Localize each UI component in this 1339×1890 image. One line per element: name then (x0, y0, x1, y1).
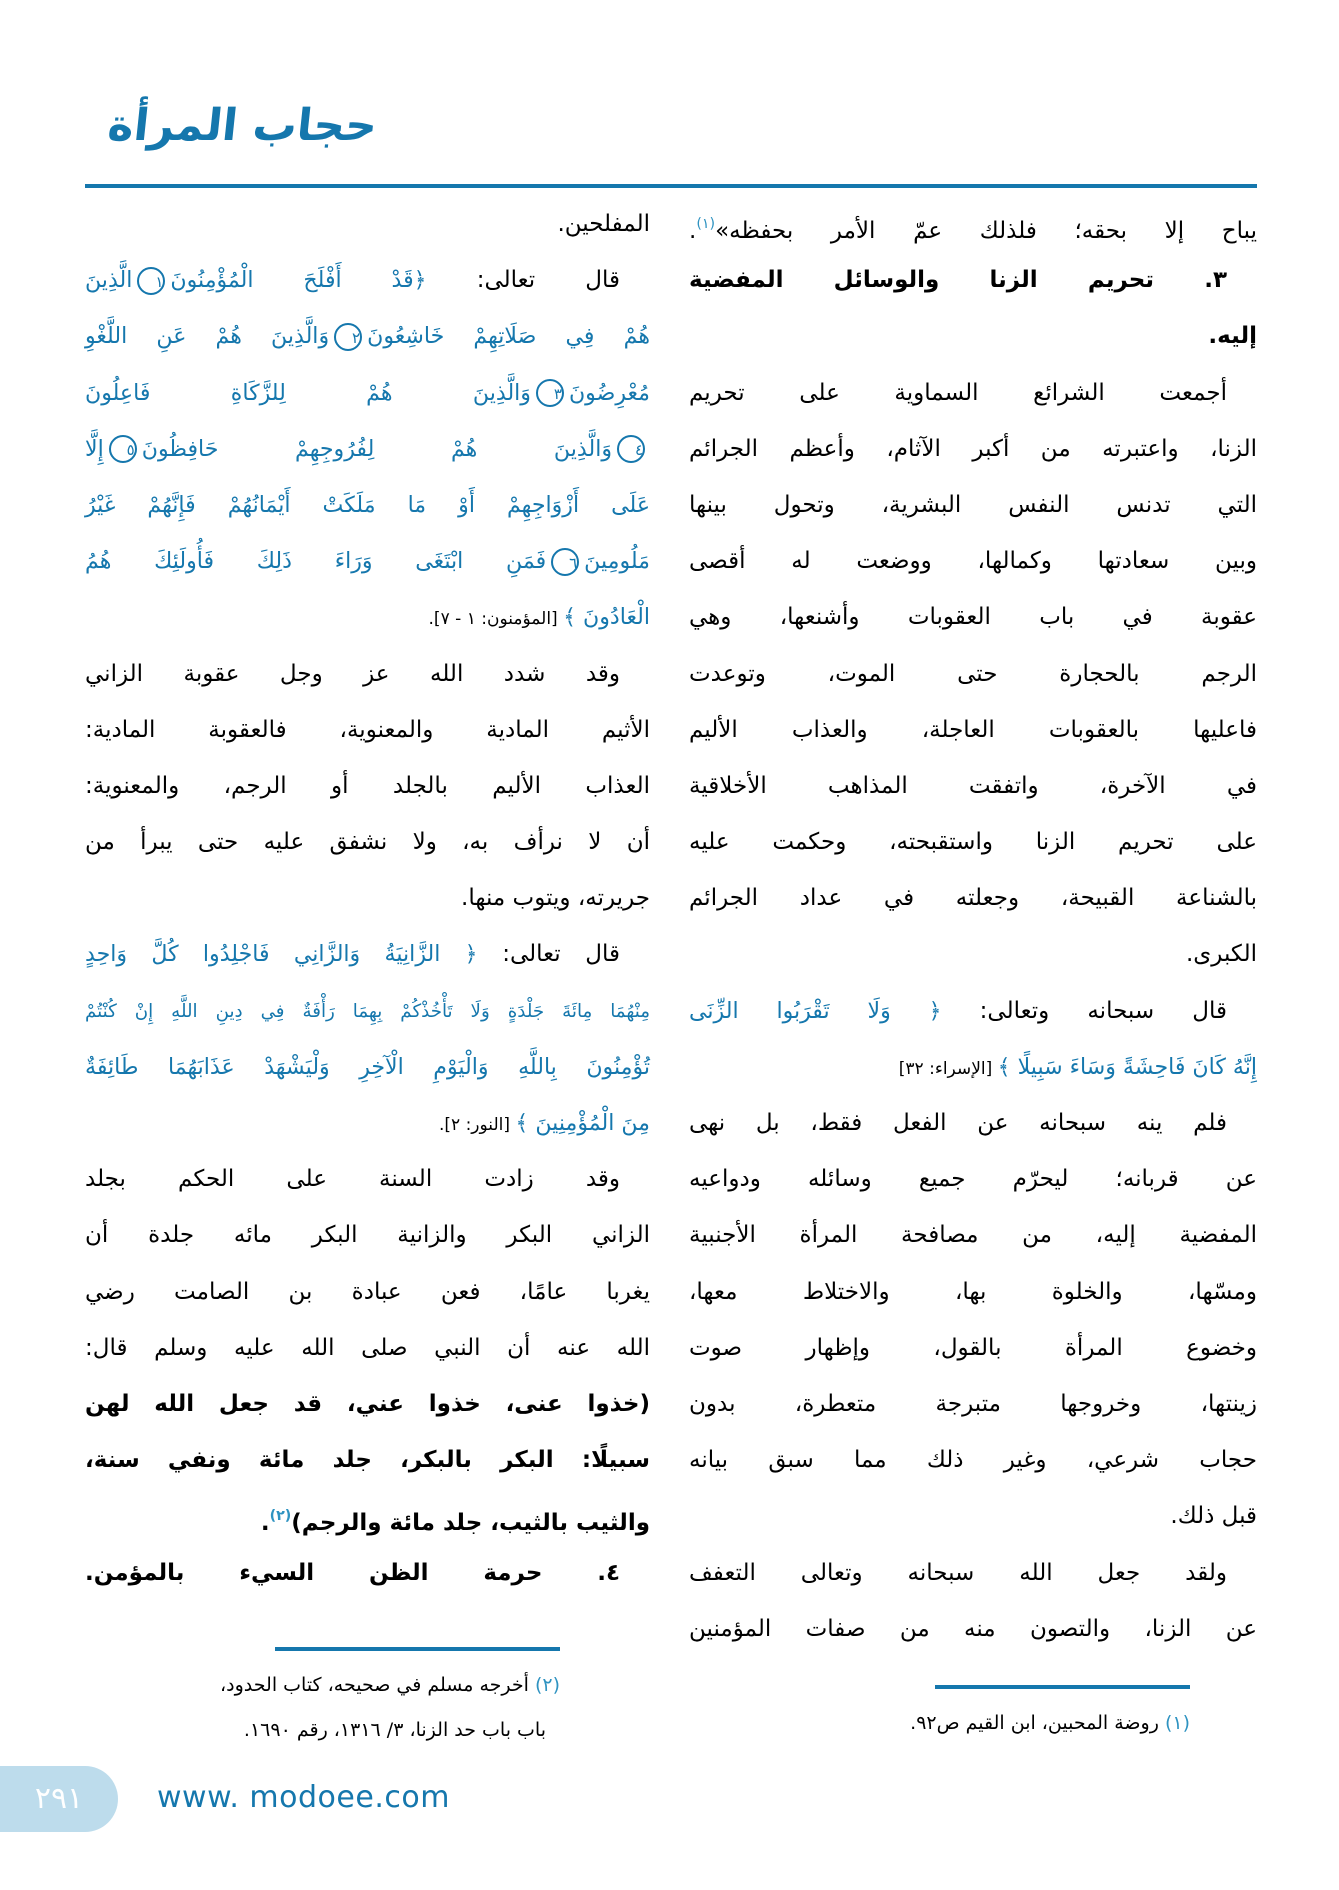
text-run: قبل ذلك. (1170, 1503, 1257, 1530)
surah-reference: [النور: ٢]. (438, 1115, 516, 1135)
quran-text-run: مُعْرِضُونَ (568, 380, 650, 406)
text-line (689, 1488, 1257, 1544)
text-line (85, 1432, 650, 1488)
text-run: التي تدنس النفس البشرية، وتحول بينها (689, 491, 1257, 518)
website-url: www. modoee.com (157, 1780, 450, 1815)
text-run: فاعليها بالعقوبات العاجلة، والعذاب الأليم (689, 716, 1257, 743)
text-line (689, 1207, 1257, 1263)
footnote-line (85, 1708, 560, 1753)
quran-text-run: عَلَى أَزْوَاجِهِمْ أَوْ مَا مَلَكَتْ أَيْمَانُهُمْ فَإِنَّهُمْ غَيْرُ (85, 492, 650, 518)
text-run: وخضوع المرأة بالقول، وإظهار صوت (689, 1334, 1257, 1361)
text-line (85, 252, 650, 308)
text-run: المفلحين. (557, 211, 650, 237)
text-line (85, 1207, 650, 1263)
text-run: وبين سعادتها وكمالها، ووضعت له أقصى (689, 548, 1257, 575)
text-run: أن لا نرأف به، ولا نشفق عليه حتى يبرأ من (85, 829, 650, 856)
text-line (85, 308, 650, 364)
footnote-line (689, 1701, 1190, 1746)
quran-text-run: ﴿ الزَّانِيَةُ وَالزَّانِي فَاجْلِدُوا كُلَّ وَاحِدٍ (85, 942, 478, 968)
text-line (85, 1376, 650, 1432)
footnote-marker-sup: (٢) (269, 1508, 292, 1525)
footnote-marker: (١) (1158, 1711, 1190, 1734)
text-line (689, 983, 1257, 1039)
text-line (689, 1320, 1257, 1376)
text-run: وقد زادت السنة على الحكم بجلد (85, 1166, 620, 1193)
text-line (85, 1320, 650, 1376)
quran-text-run: إِلَّا (85, 436, 104, 462)
text-run: يباح إلا بحقه؛ فلذلك عمّ الأمر بحفظه» (715, 218, 1257, 244)
text-line (689, 533, 1257, 589)
text-run: المفضية إليه، من مصافحة المرأة الأجنبية (689, 1222, 1257, 1249)
chapter-title-calligraphy: حجاب المرأة (105, 100, 380, 151)
text-run: إليه. (1208, 323, 1257, 350)
text-line (689, 1376, 1257, 1432)
text-line (689, 758, 1257, 814)
footnote-separator (935, 1685, 1190, 1689)
text-run: قال تعالى: (477, 941, 620, 968)
quran-text-run: مَلُومِينَ (584, 549, 650, 575)
text-line (85, 983, 650, 1039)
text-line (689, 252, 1257, 308)
text-run: . (260, 1510, 270, 1537)
text-line (689, 1545, 1257, 1601)
page-number: ٢٩١ (34, 1781, 84, 1816)
text-run: الزنا، واعتبرته من أكبر الآثام، وأعظم الجرائم (689, 435, 1257, 462)
surah-reference: [الإسراء: ٣٢] (898, 1058, 998, 1079)
text-line (85, 1039, 650, 1095)
text-run: الرجم بالحجارة حتى الموت، وتوعدت (689, 660, 1257, 687)
text-run: العذاب الأليم بالجلد أو الرجم، والمعنوية: (85, 772, 650, 799)
text-run: (خذوا عنى، خذوا عني، قد جعل الله لهن (85, 1390, 650, 1417)
text-line (85, 421, 650, 477)
text-line (689, 1264, 1257, 1320)
text-line (689, 1039, 1257, 1095)
text-line (689, 308, 1257, 364)
header-divider (85, 184, 1257, 188)
text-run: على تحريم الزنا واستقبحته، وحكمت عليه (689, 829, 1257, 856)
quran-text-run: وَالَّذِينَ هُمْ عَنِ اللَّغْوِ (85, 324, 330, 350)
text-run: جريرته، ويتوب منها. (461, 885, 650, 912)
text-line (689, 477, 1257, 533)
text-run: يغربا عامًا، فعن عبادة بن الصامت رضي (85, 1278, 650, 1305)
text-line (85, 1151, 650, 1207)
text-run: في الآخرة، واتفقت المذاهب الأخلاقية (689, 772, 1257, 799)
quran-text-run: وَالَّذِينَ هُمْ لِفُرُوجِهِمْ حَافِظُونَ (141, 436, 612, 462)
page-number-tab (0, 1766, 118, 1832)
text-line (85, 365, 650, 421)
quran-text-run: الَّذِينَ (85, 268, 133, 294)
quran-text-run: وَالَّذِينَ هُمْ لِلزَّكَاةِ فَاعِلُونَ (85, 380, 531, 406)
text-run: بالشناعة القبيحة، وجعلته في عداد الجرائم (689, 885, 1257, 912)
text-run: روضة المحبين، ابن القيم ص٩٢. (910, 1711, 1159, 1734)
quran-text-run: مِنْهُمَا مِائَةَ جَلْدَةٍ وَلَا تَأْخُذْكُمْ بِهِمَا رَأْفَةٌ فِي دِينِ اللَّهِ إِنْ كُنْتُمْ (85, 1000, 650, 1022)
text-run: ومسّها، والخلوة بها، والاختلاط معها، (689, 1278, 1257, 1305)
ayah-number-circle: ٤ (617, 435, 645, 463)
column-right (689, 196, 1257, 1746)
text-run: قال تعالى: (426, 267, 620, 294)
text-run: الله عنه أن النبي صلى الله عليه وسلم قال: (85, 1334, 650, 1361)
quran-text-run: تُؤْمِنُونَ بِاللَّهِ وَالْيَوْمِ الْآخِرِ وَلْيَشْهَدْ عَذَابَهُمَا طَائِفَةٌ (85, 1054, 650, 1080)
footnote-separator (275, 1647, 560, 1651)
text-run: عن الزنا، والتصون منه من صفات المؤمنين (689, 1615, 1257, 1642)
text-run: باب باب حد الزنا، ٣/ ١٣١٦، رقم ١٦٩٠. (243, 1718, 546, 1741)
text-line (85, 1545, 650, 1601)
text-line (85, 1095, 650, 1151)
text-run: قال سبحانه وتعالى: (941, 997, 1227, 1024)
text-line (85, 477, 650, 533)
text-line (85, 758, 650, 814)
text-run: زينتها، وخروجها متبرجة متعطرة، بدون (689, 1390, 1257, 1417)
ayah-number-circle: ٥ (109, 435, 137, 463)
text-run: ٤. حرمة الظن السيء بالمؤمن. (85, 1559, 620, 1586)
text-run: والثيب بالثيب، جلد مائة والرجم) (291, 1510, 650, 1537)
text-line (689, 702, 1257, 758)
text-run: أجمعت الشرائع السماوية على تحريم (689, 379, 1227, 406)
text-run: . (689, 218, 697, 244)
text-line (85, 646, 650, 702)
text-line (689, 1151, 1257, 1207)
text-line (85, 926, 650, 982)
surah-reference: [المؤمنون: ١ - ٧]. (428, 609, 564, 630)
footnote-line (85, 1663, 560, 1708)
text-run: أخرجه مسلم في صحيحه، كتاب الحدود، (220, 1673, 529, 1696)
quran-text-run: مِنَ الْمُؤْمِنِينَ ﴾ (515, 1111, 650, 1136)
text-line (689, 814, 1257, 870)
text-line (85, 533, 650, 589)
text-line (689, 589, 1257, 645)
quran-text-run: فَمَنِ ابْتَغَى وَرَاءَ ذَلِكَ فَأُولَئِكَ هُمُ (85, 549, 547, 575)
footnote-marker: (٢) (528, 1673, 560, 1696)
text-run: عن قربانه؛ ليحرّم جميع وسائله ودواعيه (689, 1166, 1257, 1193)
text-run: فلم ينه سبحانه عن الفعل فقط، بل نهى (689, 1110, 1227, 1136)
footnote-marker-sup: (١) (696, 216, 716, 232)
ayah-number-circle: ٦ (551, 548, 579, 576)
text-run: ٣. تحريم الزنا والوسائل المفضية (689, 267, 1227, 294)
text-run: الأثيم المادية والمعنوية، فالعقوبة المادية: (85, 716, 650, 743)
text-line (85, 589, 650, 645)
quran-text-run: الْعَادُونَ ﴾ (563, 605, 650, 631)
quran-text-run: ﴿ وَلَا تَقْرَبُوا الزِّنَى (689, 998, 942, 1024)
text-run: سبيلًا: البكر بالبكر، جلد مائة ونفي سنة، (85, 1447, 650, 1474)
quran-text-run: هُمْ فِي صَلَاتِهِمْ خَاشِعُونَ (367, 324, 650, 350)
text-run: ولقد جعل الله سبحانه وتعالى التعفف (689, 1559, 1227, 1586)
text-run: الزاني البكر والزانية البكر مائه جلدة أن (85, 1222, 650, 1249)
text-line (689, 421, 1257, 477)
text-run: حجاب شرعي، وغير ذلك مما سبق بيانه (689, 1447, 1257, 1474)
text-line (85, 702, 650, 758)
column-left (85, 196, 650, 1753)
text-run: الكبرى. (1185, 941, 1257, 968)
text-line (689, 365, 1257, 421)
ayah-number-circle: ٣ (536, 379, 564, 407)
text-line (85, 1264, 650, 1320)
quran-text-run: ﴿قَدْ أَفْلَحَ الْمُؤْمِنُونَ (170, 268, 427, 294)
text-line (689, 1095, 1257, 1151)
ayah-number-circle: ١ (137, 267, 165, 295)
text-line (85, 1488, 650, 1544)
text-line (689, 870, 1257, 926)
text-line (689, 926, 1257, 982)
ayah-number-circle: ٢ (334, 323, 362, 351)
text-line (85, 814, 650, 870)
text-line (689, 196, 1257, 252)
text-run: وقد شدد الله عز وجل عقوبة الزاني (85, 660, 620, 687)
text-line (689, 1601, 1257, 1657)
text-line (689, 1432, 1257, 1488)
text-line (689, 646, 1257, 702)
quran-text-run: إِنَّهُ كَانَ فَاحِشَةً وَسَاءَ سَبِيلًا ﴾ (997, 1054, 1257, 1080)
text-line (85, 870, 650, 926)
text-run: عقوبة في باب العقوبات وأشنعها، وهي (689, 604, 1257, 631)
text-line (85, 196, 650, 252)
